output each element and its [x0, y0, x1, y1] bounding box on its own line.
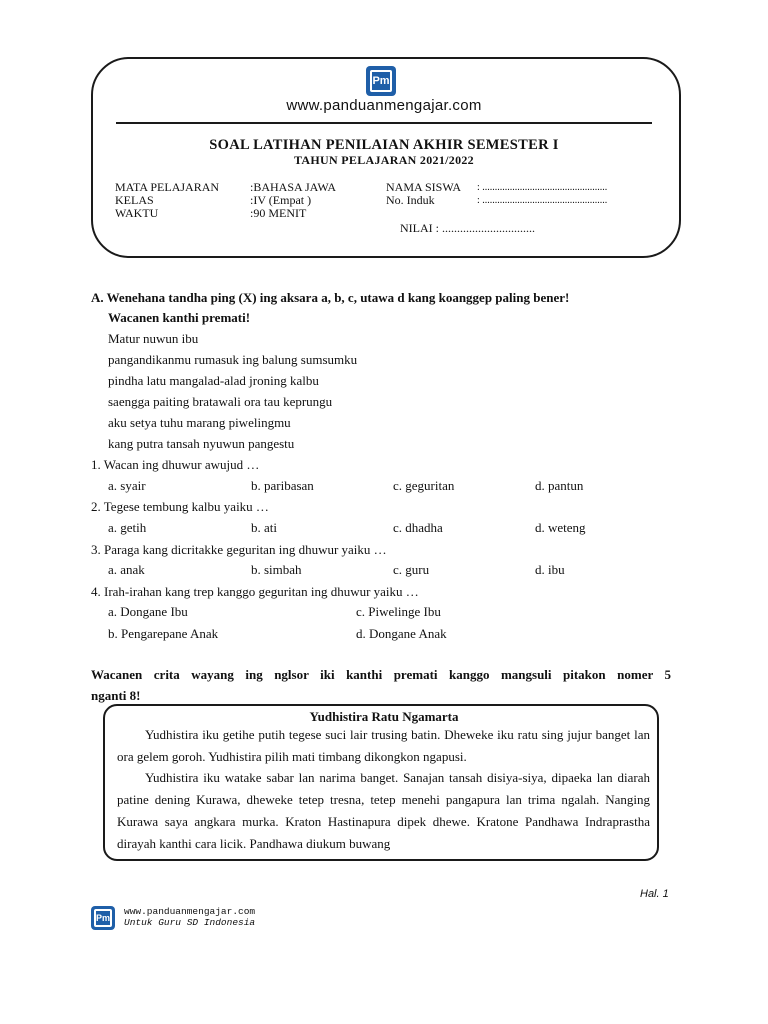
q4-option-c[interactable]: c. Piwelinge Ibu: [356, 604, 441, 619]
waktu-value: :90 MENIT: [250, 206, 307, 220]
poem-line: pindha latu mangalad-alad jroning kalbu: [108, 373, 319, 388]
question-4: 4. Irah-irahan kang trep kanggo geguritan ing dhuwur yaiku …: [91, 584, 419, 599]
q1-option-d[interactable]: d. pantun: [535, 478, 584, 493]
no-induk-label: No. Induk: [386, 193, 435, 207]
poem-line: aku setya tuhu marang piwelingmu: [108, 415, 291, 430]
q2-option-d[interactable]: d. weteng: [535, 520, 586, 535]
exam-title: SOAL LATIHAN PENILAIAN AKHIR SEMESTER I: [209, 137, 559, 153]
q3-option-d[interactable]: d. ibu: [535, 562, 565, 577]
poem-line: pangandikanmu rumasuk ing balung sumsumku: [108, 352, 358, 367]
q1-option-a[interactable]: a. syair: [108, 478, 146, 493]
mata-pelajaran-label: MATA PELAJARAN: [115, 180, 220, 194]
footer-website: www.panduanmengajar.com: [124, 906, 256, 917]
read-prompt: Wacanen kanthi premati!: [108, 310, 251, 325]
header-website: www.panduanmengajar.com: [286, 97, 482, 114]
story-title: Yudhistira Ratu Ngamarta: [309, 709, 459, 724]
q1-option-c[interactable]: c. geguritan: [393, 478, 455, 493]
poem-line: kang putra tansah nyuwun pangestu: [108, 436, 295, 451]
page-number: Hal. 1: [640, 888, 669, 900]
mata-pelajaran-value: :BAHASA JAWA: [250, 180, 337, 194]
question-2: 2. Tegese tembung kalbu yaiku …: [91, 499, 269, 514]
nama-siswa-label: NAMA SISWA: [386, 180, 462, 194]
brand-logo-icon: Pm: [366, 66, 396, 96]
story-body: [117, 724, 650, 854]
story-intro-line-2: nganti 8!: [91, 688, 141, 703]
header-divider: [116, 122, 652, 124]
exam-subtitle: TAHUN PELAJARAN 2021/2022: [294, 153, 474, 167]
question-3: 3. Paraga kang dicritakke geguritan ing dhuwur yaiku …: [91, 542, 387, 557]
waktu-label: WAKTU: [115, 206, 159, 220]
q2-option-a[interactable]: a. getih: [108, 520, 147, 535]
question-1: 1. Wacan ing dhuwur awujud …: [91, 457, 260, 472]
q2-option-b[interactable]: b. ati: [251, 520, 277, 535]
section-a-instruction: A. Wenehana tandha ping (X) ing aksara a, b, c, utawa d kang koanggep paling bener!: [91, 290, 570, 305]
story-intro: [91, 667, 671, 682]
q4-option-a[interactable]: a. Dongane Ibu: [108, 604, 188, 619]
no-induk-field: : ..................................................: [477, 195, 608, 206]
q2-option-c[interactable]: c. dhadha: [393, 520, 443, 535]
poem-line: Matur nuwun ibu: [108, 331, 199, 346]
q4-option-b[interactable]: b. Pengarepane Anak: [108, 626, 219, 641]
q3-option-c[interactable]: c. guru: [393, 562, 430, 577]
footer-tagline: Untuk Guru SD Indonesia: [124, 917, 256, 928]
story-intro-line-1: Wacanen crita wayang ing nglsor iki kanthi premati kanggo mangsuli pitakon nomer 5: [91, 667, 671, 682]
nilai-field: NILAI : ...............................: [400, 221, 535, 235]
q1-option-b[interactable]: b. paribasan: [251, 478, 314, 493]
story-paragraph-2: Yudhistira iku watake sabar lan narima banget. Sanajan tansah disiya-siya, dipaeka lan diarah patine dening Kurawa, dheweke tetep tresna, tetep menehi pangapura lan trima ngalah. Nanging Kurawa saya angkara murka. Kraton Hastinapura dipek dhewe. Kratone Pandhawa Indraprastha dirayah kanthi cara licik. Pandhawa diukum buwang: [117, 770, 650, 851]
kelas-value: :IV (Empat ): [250, 193, 312, 207]
story-paragraph-1: Yudhistira iku getihe putih tegese suci lair trusing batin. Dheweke iku ratu sing jujur banget lan ora gelem goroh. Yudhistira pilih mati timbang dikongkon ngapusi.: [117, 727, 650, 764]
q4-option-d[interactable]: d. Dongane Anak: [356, 626, 447, 641]
nama-siswa-field: : ..................................................: [477, 182, 608, 193]
kelas-label: KELAS: [115, 193, 154, 207]
footer-logo-icon: Pm: [91, 906, 115, 930]
q3-option-a[interactable]: a. anak: [108, 562, 145, 577]
q3-option-b[interactable]: b. simbah: [251, 562, 302, 577]
poem-line: saengga paiting bratawali ora tau keprungu: [108, 394, 333, 409]
